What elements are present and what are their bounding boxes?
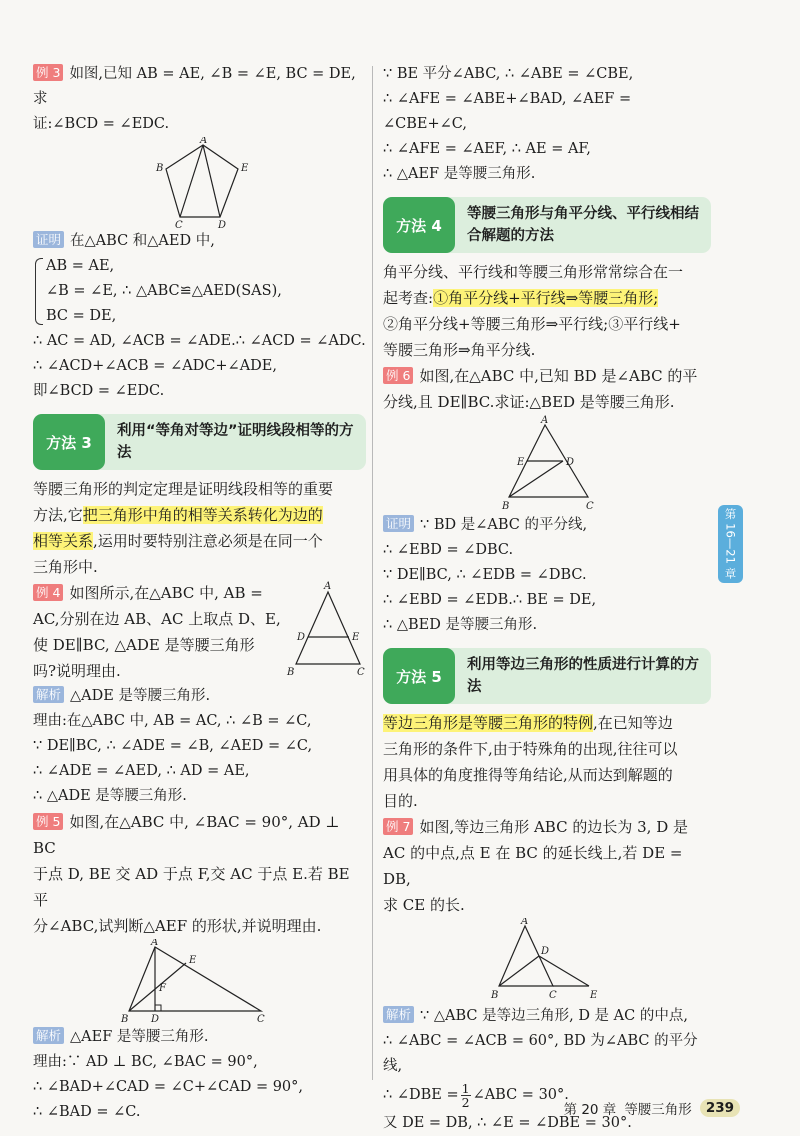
method5-badge: 方法 5	[383, 648, 455, 704]
ex4-line: 使 DE∥BC, △ADE 是等腰三角形	[33, 636, 255, 654]
label-e: E	[241, 163, 249, 174]
method3-highlight: 相等关系	[33, 532, 94, 550]
ex4-answer-line: ∴ △ADE 是等腰三角形.	[33, 788, 187, 804]
label-f: F	[159, 983, 166, 994]
label-c: C	[175, 220, 183, 229]
analysis-tag: 解析	[383, 1006, 414, 1023]
method4-text: 角平分线、平行线和等腰三角形常常综合在一	[383, 263, 684, 281]
label-e: E	[517, 457, 525, 468]
method4-header	[383, 197, 711, 253]
label-b: B	[491, 990, 499, 1001]
ex5-cont-line: ∴ ∠AFE = ∠ABE+∠BAD, ∠AEF = ∠CBE+∠C,	[383, 91, 632, 132]
ex6-proof-line: ∴ ∠EBD = ∠DBC.	[383, 542, 514, 558]
example-tag: 例 4	[33, 584, 63, 601]
ex4-line: AC,分别在边 AB、AC 上取点 D、E,	[33, 610, 281, 628]
fraction-one-half	[461, 1082, 471, 1109]
ex3-proof-line: 即∠BCD = ∠EDC.	[33, 383, 165, 399]
ex5-answer-line: ∴ ∠BAD+∠CAD = ∠C+∠CAD = 90°,	[33, 1079, 304, 1095]
method5-title: 利用等边三角形的性质进行计算的方法	[467, 657, 699, 695]
ex6-proof: ∵ BD 是∠ABC 的平分线,	[420, 517, 588, 533]
ex5-cont-line: ∴ ∠AFE = ∠AEF, ∴ AE = AF,	[383, 141, 591, 157]
left-column	[33, 62, 366, 1125]
ex4-answer: △ADE 是等腰三角形.	[70, 688, 211, 704]
ex5-line: 于点 D, BE 交 AD 于点 F,交 AC 于点 E.若 BE 平	[33, 865, 350, 909]
example-tag: 例 5	[33, 813, 63, 830]
label-c: C	[586, 501, 594, 512]
triangle-ex4-figure	[283, 580, 366, 676]
ex7-answer: ∵ △ABC 是等边三角形, D 是 AC 的中点,	[420, 1008, 688, 1024]
label-d: D	[566, 457, 575, 468]
label-b: B	[156, 163, 164, 174]
ex5-line: 分∠ABC,试判断△AEF 的形状,并说明理由.	[33, 917, 322, 935]
example-tag: 例 6	[383, 367, 413, 384]
segment-ac	[180, 145, 203, 217]
ex7-line: AC 的中点,点 E 在 BC 的延长线上,若 DE = DB,	[383, 844, 683, 888]
example-tag: 例 3	[33, 64, 63, 81]
label-a: A	[521, 918, 529, 927]
method5-highlight: 等边三角形是等腰三角形的特例	[383, 714, 594, 732]
triangle-abc	[296, 592, 360, 664]
label-e: E	[590, 990, 598, 1001]
page-footer	[564, 1097, 740, 1119]
ex7-answer-line: ∴ ∠ABC = ∠ACB = 60°, BD 为∠ABC 的平分线,	[383, 1033, 698, 1074]
pentagon-outline	[166, 145, 238, 217]
ex7-answer-part: ∴ ∠DBE =	[383, 1087, 459, 1103]
ex4-line: 如图所示,在△ABC 中, AB =	[69, 584, 263, 602]
ex3-proof-intro: 在△ABC 和△AED 中,	[70, 233, 215, 249]
proof-tag: 证明	[383, 515, 414, 532]
ex7-line: 如图,等边三角形 ABC 的边长为 3, D 是	[419, 818, 688, 836]
triangle-ex7-figure	[383, 918, 711, 1004]
method5-header	[383, 648, 711, 704]
label-e: E	[352, 632, 360, 643]
ex4-block	[33, 580, 366, 684]
label-b: B	[287, 667, 295, 676]
example-tag: 例 7	[383, 818, 413, 835]
method3-header	[33, 414, 366, 470]
label-a: A	[151, 939, 159, 948]
label-b: B	[121, 1014, 129, 1025]
brace-line: BC = DE,	[46, 308, 117, 324]
ex3-proof-line: ∴ ∠ACD+∠ACB = ∠ADC+∠ADE,	[33, 358, 277, 374]
method5-text: 三角形的条件下,由于特殊角的出现,往往可以	[383, 740, 678, 758]
ex5-answer: △AEF 是等腰三角形.	[70, 1029, 209, 1045]
ex4-answer-line: 理由:在△ABC 中, AB = AC, ∴ ∠B = ∠C,	[33, 713, 312, 729]
ex3-line2: 证:∠BCD = ∠EDC.	[33, 116, 170, 132]
analysis-tag: 解析	[33, 686, 64, 703]
label-a: A	[324, 581, 332, 592]
ex6-proof-line: ∵ DE∥BC, ∴ ∠EDB = ∠DBC.	[383, 567, 587, 583]
method5-text: ,在已知等边	[593, 714, 673, 732]
label-d: D	[541, 946, 550, 957]
triangle-ex6-figure	[383, 415, 711, 513]
method4-text: ②角平分线+等腰三角形⇒平行线;③平行线+	[383, 315, 681, 333]
ex4-answer-line: ∴ ∠ADE = ∠AED, ∴ AD = AE,	[33, 763, 250, 779]
label-d: D	[218, 220, 227, 229]
label-e: E	[189, 955, 197, 966]
label-c: C	[257, 1014, 265, 1025]
method5-text: 目的.	[383, 792, 418, 810]
method4-title: 等腰三角形与角平分线、平行线相结合解题的方法	[467, 206, 699, 244]
method3-badge: 方法 3	[33, 414, 105, 470]
method4-text: 起考查:	[383, 289, 434, 307]
method4-badge: 方法 4	[383, 197, 455, 253]
ex6-line: 如图,在△ABC 中,已知 BD 是∠ABC 的平	[419, 367, 698, 385]
label-b: B	[502, 501, 510, 512]
ex3-proof-line: ∴ AC = AD, ∠ACB = ∠ADE.∴ ∠ACD = ∠ADC.	[33, 333, 366, 349]
ex5-cont-line: ∴ △AEF 是等腰三角形.	[383, 166, 536, 182]
footer-title: 等腰三角形	[624, 1102, 692, 1118]
label-d: D	[151, 1014, 160, 1025]
ex3-line1: 如图,已知 AB = AE, ∠B = ∠E, BC = DE,求	[33, 66, 356, 107]
right-column	[383, 62, 711, 1136]
ex7-answer-line: 又 DE = DB, ∴ ∠E = ∠DBE = 30°.	[383, 1115, 632, 1131]
ex5-cont-line: ∵ BE 平分∠ABC, ∴ ∠ABE = ∠CBE,	[383, 66, 634, 82]
ex7-line: 求 CE 的长.	[383, 896, 465, 914]
bisector-be	[129, 963, 186, 1011]
ex6-proof-line: ∴ ∠EBD = ∠EDB.∴ BE = DE,	[383, 592, 597, 608]
analysis-tag: 解析	[33, 1027, 64, 1044]
brace-line: ∠B = ∠E, ∴ △ABC≌△AED(SAS),	[46, 283, 282, 299]
ex5-answer-line: ∴ ∠BAD = ∠C.	[33, 1104, 141, 1120]
ex6-proof-line: ∴ △BED 是等腰三角形.	[383, 617, 538, 633]
label-c: C	[549, 990, 557, 1001]
ex4-answer-line: ∵ DE∥BC, ∴ ∠ADE = ∠B, ∠AED = ∠C,	[33, 738, 313, 754]
fraction-denominator: 2	[461, 1094, 470, 1110]
ex6-line: 分线,且 DE∥BC.求证:△BED 是等腰三角形.	[383, 393, 675, 411]
label-d: D	[297, 632, 306, 643]
label-c: C	[357, 667, 365, 676]
congruence-brace	[33, 254, 366, 329]
right-angle-mark	[155, 1005, 161, 1011]
proof-tag: 证明	[33, 231, 64, 248]
page-number: 239	[700, 1099, 740, 1117]
method3-title: 利用“等角对等边”证明线段相等的方法	[117, 423, 354, 461]
column-divider	[372, 66, 373, 1080]
ex5-line: 如图,在△ABC 中, ∠BAC = 90°, AD ⊥ BC	[33, 813, 340, 857]
method4-text: 等腰三角形⇒角平分线.	[383, 341, 536, 359]
method3-text: 三角形中.	[33, 558, 98, 576]
brace-line: AB = AE,	[46, 258, 115, 274]
footer-chapter: 第 20 章	[563, 1102, 617, 1118]
method3-highlight: 把三角形中角的相等关系转化为边的	[82, 506, 323, 524]
ex5-answer-line: 理由:∵ AD ⊥ BC, ∠BAC = 90°,	[33, 1054, 258, 1070]
method3-text: 方法,它	[33, 506, 83, 524]
pentagon-figure	[33, 137, 366, 229]
ex4-line: 吗?说明理由.	[33, 662, 121, 680]
method3-text: ,运用时要特别注意必须是在同一个	[93, 532, 323, 550]
segment-ad	[203, 145, 220, 217]
method3-text: 等腰三角形的判定定理是证明线段相等的重要	[33, 480, 334, 498]
fraction-numerator: 1	[461, 1080, 470, 1096]
method5-text: 用具体的角度推得等角结论,从而达到解题的	[383, 766, 673, 784]
label-a: A	[541, 415, 549, 426]
triangle-ex5-figure	[33, 939, 366, 1025]
label-a: A	[200, 137, 208, 146]
ex7-answer-part: ∠ABC = 30°.	[472, 1087, 569, 1103]
chapter-side-tab: 第 16—21 章	[718, 505, 743, 583]
method4-highlight: ①角平分线+平行线⇒等腰三角形;	[433, 289, 659, 307]
